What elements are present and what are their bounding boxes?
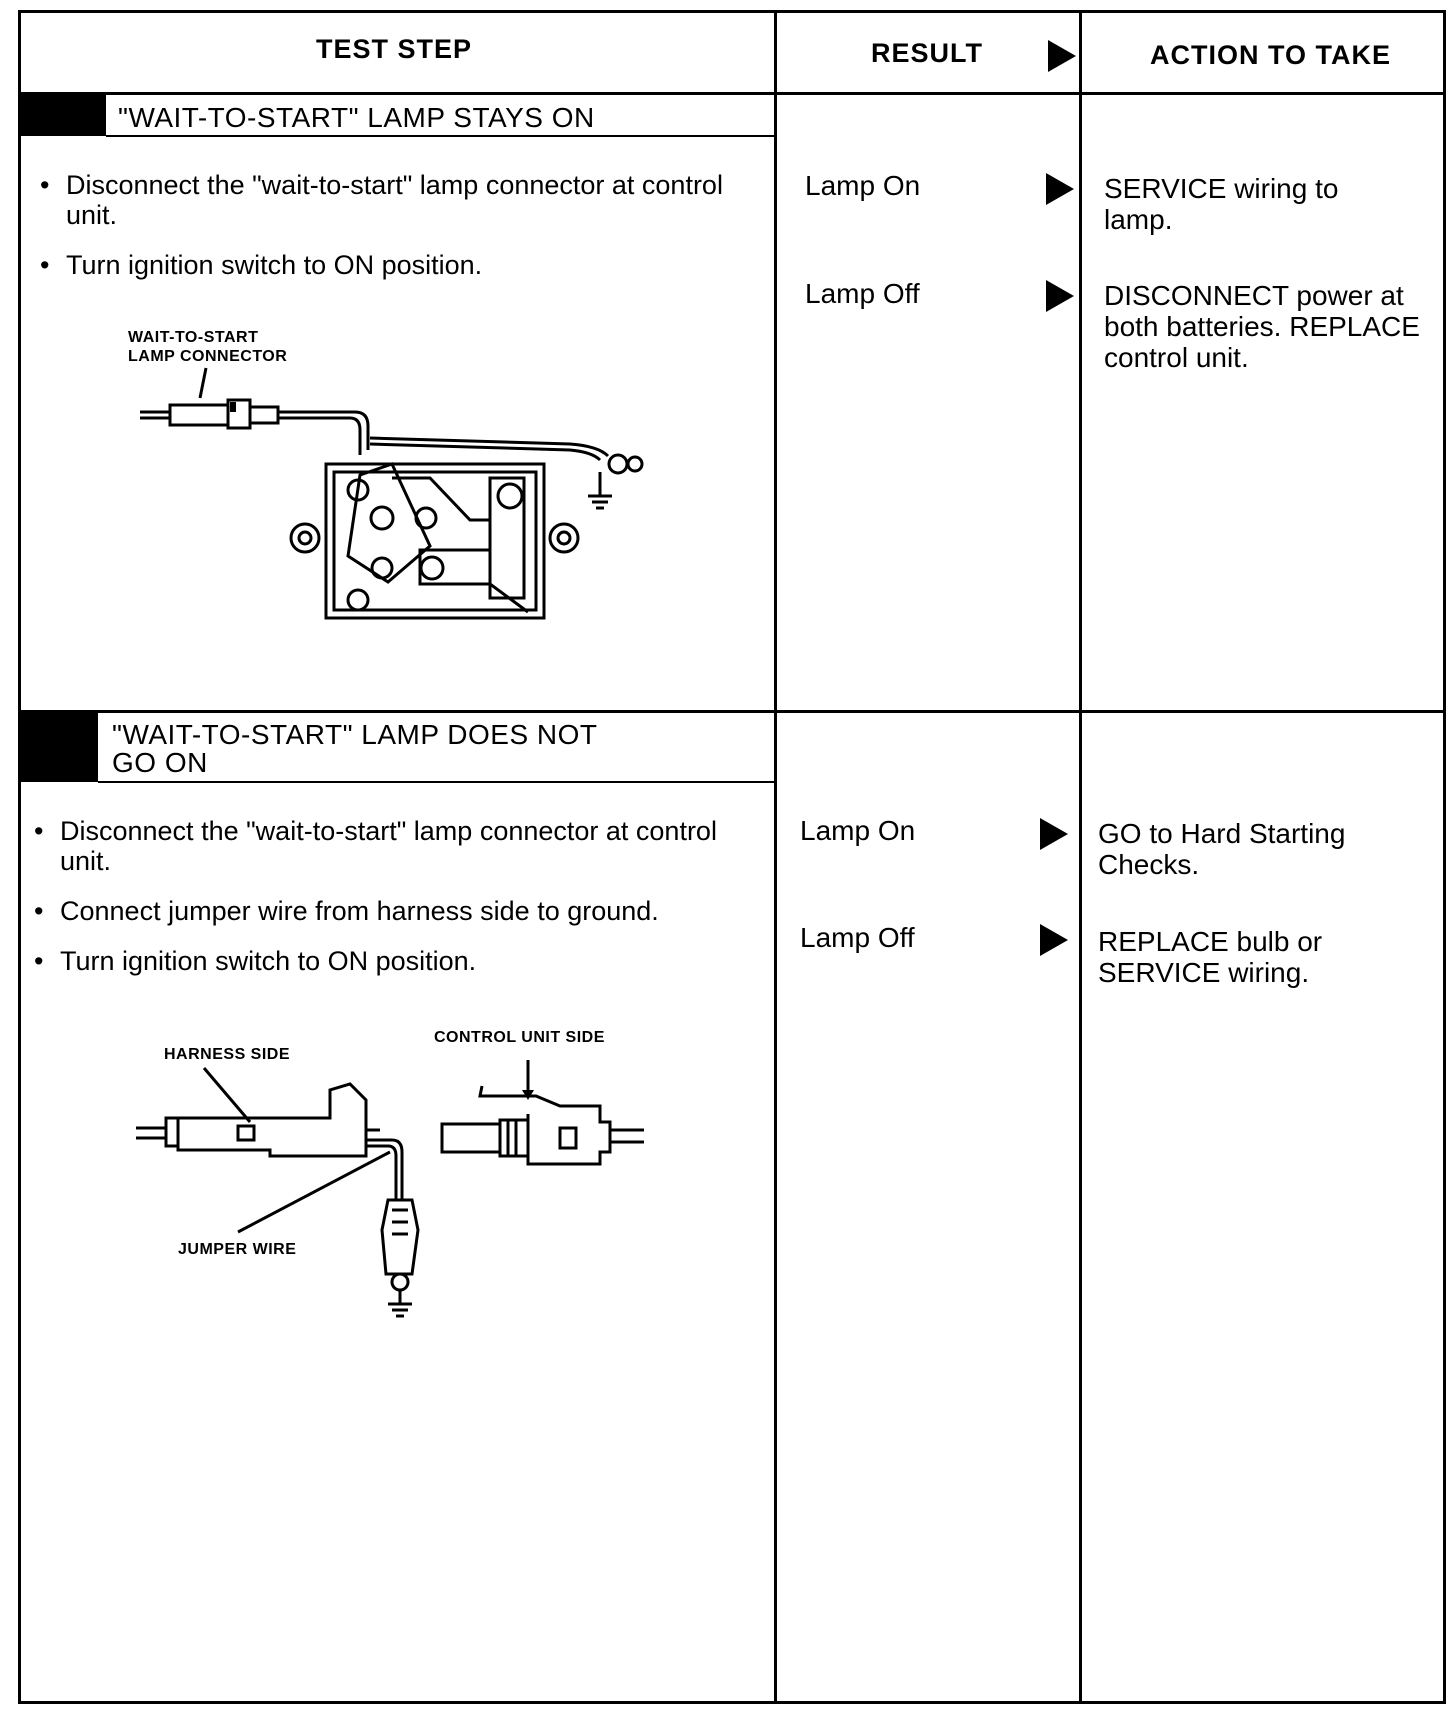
header-bottom-rule bbox=[18, 92, 1446, 95]
column-divider-2 bbox=[1079, 10, 1082, 1704]
section1-result-arrow-1-icon bbox=[1046, 173, 1074, 205]
section1-title-underline bbox=[106, 135, 774, 137]
section2-action-2: REPLACE bulb or SERVICE wiring. bbox=[1098, 926, 1323, 988]
section2-result-lamp-off: Lamp Off bbox=[800, 922, 915, 953]
header-result: RESULT bbox=[871, 38, 983, 68]
connector-jumper-diagram bbox=[130, 1060, 660, 1330]
header-arrow-icon bbox=[1048, 40, 1076, 72]
section2-result-arrow-1-icon bbox=[1040, 818, 1068, 850]
section1-marker bbox=[18, 94, 106, 136]
section2-title-line-1: "WAIT-TO-START" LAMP DOES NOT bbox=[112, 719, 598, 750]
section1-result-arrow-2-icon bbox=[1046, 280, 1074, 312]
section1-title-left-edge bbox=[104, 94, 106, 136]
header-test-step: TEST STEP bbox=[316, 34, 473, 64]
section2-result-lamp-on: Lamp On bbox=[800, 815, 916, 846]
control-unit-diagram bbox=[130, 360, 650, 620]
section1-step-1: • Disconnect the "wait-to-start" lamp connector at control unit. bbox=[38, 170, 728, 230]
section1-step-2: • Turn ignition switch to ON position. bbox=[38, 250, 728, 280]
control-unit-side-label: CONTROL UNIT SIDE bbox=[434, 1029, 605, 1046]
harness-side-label: HARNESS SIDE bbox=[164, 1046, 291, 1063]
section2-marker bbox=[18, 712, 98, 782]
section2-step-3: • Turn ignition switch to ON position. bbox=[32, 946, 744, 976]
section2-title-underline bbox=[98, 781, 774, 783]
section2-result-arrow-2-icon bbox=[1040, 924, 1068, 956]
header-action: ACTION TO TAKE bbox=[1150, 40, 1391, 70]
section1-action-1: SERVICE wiring to lamp. bbox=[1104, 173, 1339, 235]
section2-title-line-2: GO ON bbox=[112, 747, 208, 778]
section1-title: "WAIT-TO-START" LAMP STAYS ON bbox=[118, 102, 595, 133]
section1-result-lamp-off: Lamp Off bbox=[805, 278, 920, 309]
section1-action-2: DISCONNECT power at both batteries. REPLACE control unit. bbox=[1104, 280, 1420, 373]
column-divider-1 bbox=[774, 10, 777, 1704]
section-divider bbox=[18, 710, 1446, 713]
lamp-connector-label: WAIT-TO-START LAMP CONNECTOR bbox=[128, 329, 288, 365]
section2-step-1: • Disconnect the "wait-to-start" lamp connector at control unit. bbox=[32, 816, 744, 876]
section2-step-2: • Connect jumper wire from harness side to ground. bbox=[32, 896, 744, 926]
section2-steps bbox=[32, 816, 744, 996]
section2-title-left-edge bbox=[96, 712, 98, 782]
section1-result-lamp-on: Lamp On bbox=[805, 170, 921, 201]
jumper-wire-label: JUMPER WIRE bbox=[178, 1241, 297, 1258]
section2-action-1: GO to Hard Starting Checks. bbox=[1098, 818, 1346, 880]
section1-steps bbox=[38, 170, 728, 300]
